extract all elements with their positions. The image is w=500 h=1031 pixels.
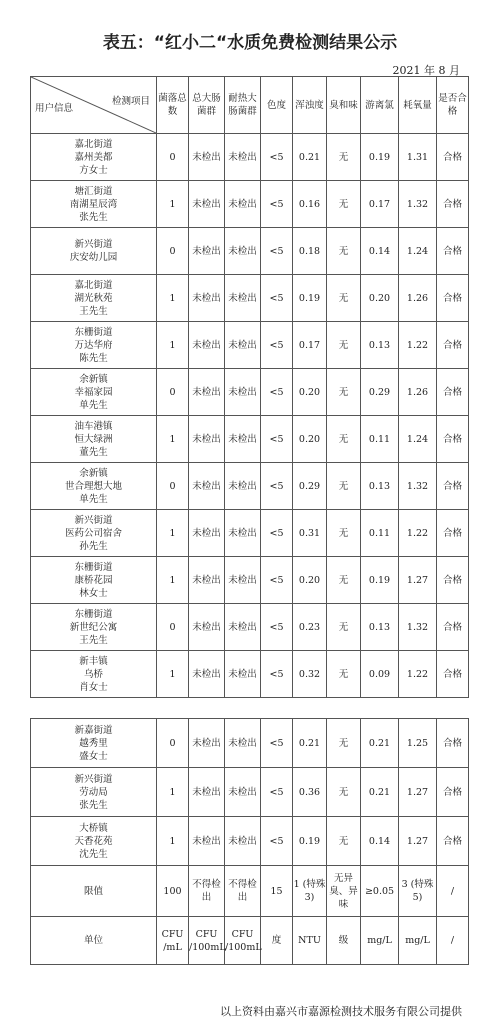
result-cell: 0.19: [361, 557, 399, 604]
result-cell: 0.17: [293, 322, 327, 369]
result-cell: 0.13: [361, 463, 399, 510]
user-info-cell: [31, 463, 157, 510]
user-info-line: 王先生: [79, 634, 108, 646]
result-cell: 0.19: [361, 134, 399, 181]
result-cell: 无: [327, 369, 361, 416]
limit-value: 3 (特殊 5): [399, 866, 437, 917]
result-cell: 未检出: [225, 604, 261, 651]
result-cell: 0: [157, 228, 189, 275]
user-info-line: 湖光秋苑: [74, 292, 113, 304]
result-cell: 无: [327, 817, 361, 866]
result-cell: 合格: [437, 275, 469, 322]
result-cell: 未检出: [189, 463, 225, 510]
table-row: [31, 510, 469, 557]
result-cell: <5: [261, 416, 293, 463]
result-cell: 0: [157, 369, 189, 416]
result-cell: 未检出: [225, 510, 261, 557]
result-cell: 1: [157, 817, 189, 866]
result-cell: 1: [157, 181, 189, 228]
user-info-cell: [31, 557, 157, 604]
result-cell: 0: [157, 463, 189, 510]
user-info-line: 东栅街道: [74, 608, 113, 620]
unit-label: 单位: [31, 917, 157, 965]
result-cell: 1.32: [399, 604, 437, 651]
result-cell: 1.32: [399, 463, 437, 510]
user-info-cell: [31, 228, 157, 275]
user-info-line: 世合理想大地: [64, 480, 122, 492]
table-row: [31, 817, 469, 866]
limit-value: 100: [157, 866, 189, 917]
table-row: [31, 651, 469, 698]
result-cell: 1.25: [399, 719, 437, 768]
user-info-line: 越秀里: [79, 737, 108, 749]
unit-value: 级: [327, 917, 361, 965]
unit-value: 度: [261, 917, 293, 965]
result-cell: 未检出: [189, 557, 225, 604]
user-info-cell: [31, 369, 157, 416]
result-cell: 未检出: [225, 228, 261, 275]
result-cell: 未检出: [189, 768, 225, 817]
result-cell: 无: [327, 228, 361, 275]
result-cell: 1: [157, 557, 189, 604]
table-row: [31, 322, 469, 369]
table-row: [31, 719, 469, 768]
result-cell: 合格: [437, 134, 469, 181]
user-info-line: 张先生: [79, 211, 108, 223]
result-cell: 合格: [437, 719, 469, 768]
result-cell: 0.21: [293, 719, 327, 768]
result-cell: 未检出: [189, 604, 225, 651]
user-info-line: 方女士: [79, 164, 108, 176]
result-cell: 1.26: [399, 275, 437, 322]
result-cell: 未检出: [189, 651, 225, 698]
result-cell: <5: [261, 768, 293, 817]
result-cell: 未检出: [225, 134, 261, 181]
unit-value: /: [437, 917, 469, 965]
result-cell: 无: [327, 275, 361, 322]
result-cell: 0.19: [293, 817, 327, 866]
result-cell: 0.36: [293, 768, 327, 817]
result-cell: 未检出: [189, 181, 225, 228]
table-row: [31, 604, 469, 651]
result-cell: 未检出: [225, 768, 261, 817]
result-cell: 0.32: [293, 651, 327, 698]
result-cell: 1: [157, 275, 189, 322]
result-cell: 1.31: [399, 134, 437, 181]
result-cell: 1.27: [399, 768, 437, 817]
limit-row: [31, 866, 469, 917]
user-info-line: 肖女士: [79, 681, 108, 693]
result-cell: 未检出: [225, 463, 261, 510]
result-cell: 合格: [437, 510, 469, 557]
result-cell: <5: [261, 557, 293, 604]
limit-value: 不得检出: [225, 866, 261, 917]
result-cell: 0.11: [361, 416, 399, 463]
result-cell: 1.27: [399, 817, 437, 866]
result-cell: 无: [327, 134, 361, 181]
result-cell: 1: [157, 651, 189, 698]
user-info-cell: [31, 719, 157, 768]
table-row: [31, 416, 469, 463]
user-info-line: 嘉北街道: [74, 138, 113, 150]
limit-value: ≥0.05: [361, 866, 399, 917]
result-cell: <5: [261, 322, 293, 369]
result-cell: <5: [261, 604, 293, 651]
result-cell: 0: [157, 604, 189, 651]
user-info-line: 新世纪公寓: [69, 621, 118, 633]
limit-value: 1 (特殊 3): [293, 866, 327, 917]
result-cell: 未检出: [225, 557, 261, 604]
user-info-line: 庆安幼儿园: [69, 252, 118, 263]
user-info-line: 陈先生: [79, 352, 108, 364]
table-row: [31, 228, 469, 275]
result-cell: 合格: [437, 651, 469, 698]
result-cell: 合格: [437, 463, 469, 510]
result-cell: 0.20: [293, 369, 327, 416]
result-cell: 无: [327, 719, 361, 768]
result-cell: <5: [261, 369, 293, 416]
result-cell: 0.13: [361, 322, 399, 369]
result-cell: 未检出: [225, 416, 261, 463]
table-row: [31, 134, 469, 181]
user-info-line: 新丰镇: [79, 655, 108, 667]
result-cell: 未检出: [225, 181, 261, 228]
header-col: 色度: [261, 77, 293, 134]
result-cell: 未检出: [189, 416, 225, 463]
result-cell: 0.16: [293, 181, 327, 228]
page-title: 表五：“红小二“水质免费检测结果公示: [102, 33, 398, 53]
result-cell: 无: [327, 463, 361, 510]
user-info-cell: [31, 181, 157, 228]
unit-row: [31, 917, 469, 965]
result-cell: 1: [157, 322, 189, 369]
header-row: [31, 77, 469, 134]
user-info-line: 康桥花园: [74, 574, 113, 586]
result-cell: 1.24: [399, 416, 437, 463]
result-cell: 合格: [437, 768, 469, 817]
result-cell: 0.31: [293, 510, 327, 557]
result-cell: 未检出: [189, 322, 225, 369]
result-cell: 1: [157, 416, 189, 463]
result-cell: <5: [261, 134, 293, 181]
user-info-cell: [31, 604, 157, 651]
user-info-line: 董先生: [79, 446, 108, 458]
user-info-cell: [31, 510, 157, 557]
unit-value: NTU: [293, 917, 327, 965]
header-col: 臭和味: [327, 77, 361, 134]
result-cell: 0.20: [361, 275, 399, 322]
result-cell: 0.11: [361, 510, 399, 557]
result-cell: 未检出: [189, 275, 225, 322]
result-cell: 未检出: [225, 719, 261, 768]
user-info-line: 乌桥: [83, 668, 103, 680]
user-info-cell: [31, 416, 157, 463]
result-cell: 0.29: [361, 369, 399, 416]
limit-value: 不得检出: [189, 866, 225, 917]
result-cell: 合格: [437, 416, 469, 463]
header-col: 游离氯: [361, 77, 399, 134]
result-cell: 未检出: [225, 651, 261, 698]
result-cell: 合格: [437, 817, 469, 866]
header-col: 耗氧量: [399, 77, 437, 134]
header-col: 菌落总数: [157, 77, 189, 134]
user-info-cell: [31, 817, 157, 866]
result-cell: 0: [157, 719, 189, 768]
result-cell: 未检出: [189, 228, 225, 275]
result-cell: 未检出: [189, 719, 225, 768]
user-info-line: 嘉州美都: [74, 151, 113, 163]
user-info-cell: [31, 275, 157, 322]
user-info-cell: [31, 134, 157, 181]
user-info-line: 劳动局: [79, 786, 108, 798]
unit-value: CFU /100mL: [225, 917, 261, 965]
result-cell: 未检出: [225, 817, 261, 866]
result-cell: 合格: [437, 322, 469, 369]
result-cell: 1.22: [399, 651, 437, 698]
result-cell: <5: [261, 463, 293, 510]
result-cell: 未检出: [189, 817, 225, 866]
user-info-line: 万达华府: [74, 339, 113, 351]
result-cell: 无: [327, 322, 361, 369]
user-info-line: 新嘉街道: [74, 724, 113, 736]
table-row: [31, 181, 469, 228]
result-cell: 0.14: [361, 228, 399, 275]
user-info-line: 幸福家园: [74, 386, 113, 398]
result-cell: 1: [157, 510, 189, 557]
user-info-line: 东栅街道: [74, 326, 113, 338]
result-cell: 0.23: [293, 604, 327, 651]
result-cell: 无: [327, 510, 361, 557]
user-info-line: 王先生: [79, 305, 108, 317]
table-row: [31, 369, 469, 416]
result-cell: 未检出: [189, 510, 225, 557]
result-cell: 0: [157, 134, 189, 181]
result-cell: 无: [327, 768, 361, 817]
user-info-cell: [31, 651, 157, 698]
result-cell: 0.13: [361, 604, 399, 651]
result-cell: <5: [261, 651, 293, 698]
unit-value: mg/L: [361, 917, 399, 965]
result-cell: <5: [261, 719, 293, 768]
header-diagonal-cell: [31, 77, 157, 134]
results-table-main: [30, 76, 469, 698]
user-info-line: 单先生: [79, 399, 108, 411]
table-row: [31, 275, 469, 322]
result-cell: 0.21: [361, 768, 399, 817]
user-info-line: 盛女士: [79, 750, 108, 762]
user-info-line: 单先生: [79, 493, 108, 505]
result-cell: <5: [261, 275, 293, 322]
limit-value: 15: [261, 866, 293, 917]
user-info-line: 余新镇: [79, 467, 108, 479]
table-row: [31, 463, 469, 510]
user-info-line: 恒大绿洲: [74, 433, 113, 445]
result-cell: 1.22: [399, 510, 437, 557]
user-info-line: 油车港镇: [74, 420, 113, 432]
user-info-line: 余新镇: [79, 373, 108, 385]
result-cell: 0.21: [361, 719, 399, 768]
table-row: [31, 768, 469, 817]
results-table-continued: [30, 718, 469, 965]
limit-label: 限值: [31, 866, 157, 917]
result-cell: <5: [261, 510, 293, 557]
unit-value: CFU /100mL: [189, 917, 225, 965]
limit-value: /: [437, 866, 469, 917]
user-info-line: 医药公司宿舍: [64, 527, 122, 539]
header-item-label: 检测项目: [111, 96, 150, 107]
header-user-label: 用户信息: [35, 103, 74, 114]
user-info-cell: [31, 768, 157, 817]
table-row: [31, 557, 469, 604]
user-info-line: 嘉北街道: [74, 279, 113, 291]
unit-value: CFU /mL: [157, 917, 189, 965]
result-cell: 0.21: [293, 134, 327, 181]
result-cell: 未检出: [225, 275, 261, 322]
user-info-line: 大桥镇: [79, 822, 108, 834]
user-info-line: 新兴街道: [74, 239, 113, 250]
user-info-line: 孙先生: [79, 540, 108, 552]
result-cell: 未检出: [189, 134, 225, 181]
result-cell: 合格: [437, 557, 469, 604]
result-cell: <5: [261, 181, 293, 228]
user-info-line: 沈先生: [79, 848, 108, 860]
limit-value: 无异臭、异味: [327, 866, 361, 917]
result-cell: 0.20: [293, 416, 327, 463]
result-cell: 0.18: [293, 228, 327, 275]
result-cell: 未检出: [225, 369, 261, 416]
result-cell: 无: [327, 416, 361, 463]
result-cell: 无: [327, 557, 361, 604]
header-col: 总大肠菌群: [189, 77, 225, 134]
footer-note: 以上资料由嘉兴市嘉源检测技术服务有限公司提供: [220, 1005, 462, 1018]
result-cell: 0.09: [361, 651, 399, 698]
result-cell: 0.19: [293, 275, 327, 322]
result-cell: 无: [327, 604, 361, 651]
header-col: 耐热大肠菌群: [225, 77, 261, 134]
user-info-line: 塘汇街道: [74, 185, 113, 197]
user-info-line: 南湖星辰湾: [69, 198, 118, 210]
user-info-line: 新兴街道: [74, 514, 113, 526]
result-cell: <5: [261, 817, 293, 866]
result-cell: 1.24: [399, 228, 437, 275]
result-cell: 1: [157, 768, 189, 817]
user-info-line: 新兴街道: [74, 773, 113, 785]
result-cell: 未检出: [225, 322, 261, 369]
result-cell: 合格: [437, 604, 469, 651]
result-cell: <5: [261, 228, 293, 275]
result-cell: 合格: [437, 228, 469, 275]
user-info-line: 天香花苑: [74, 835, 113, 847]
user-info-line: 东栅街道: [74, 561, 113, 573]
result-cell: 无: [327, 651, 361, 698]
user-info-line: 林女士: [79, 587, 108, 599]
result-cell: 0.17: [361, 181, 399, 228]
result-cell: 合格: [437, 369, 469, 416]
result-cell: 0.14: [361, 817, 399, 866]
user-info-cell: [31, 322, 157, 369]
result-cell: 0.20: [293, 557, 327, 604]
user-info-line: 张先生: [79, 799, 108, 811]
header-col: 是否合格: [437, 77, 469, 134]
result-cell: 1.32: [399, 181, 437, 228]
result-cell: 1.27: [399, 557, 437, 604]
unit-value: mg/L: [399, 917, 437, 965]
result-cell: 无: [327, 181, 361, 228]
result-cell: 0.29: [293, 463, 327, 510]
report-date: 2021 年 8 月: [392, 64, 460, 77]
result-cell: 合格: [437, 181, 469, 228]
result-cell: 未检出: [189, 369, 225, 416]
result-cell: 1.26: [399, 369, 437, 416]
result-cell: 1.22: [399, 322, 437, 369]
header-col: 浑浊度: [293, 77, 327, 134]
